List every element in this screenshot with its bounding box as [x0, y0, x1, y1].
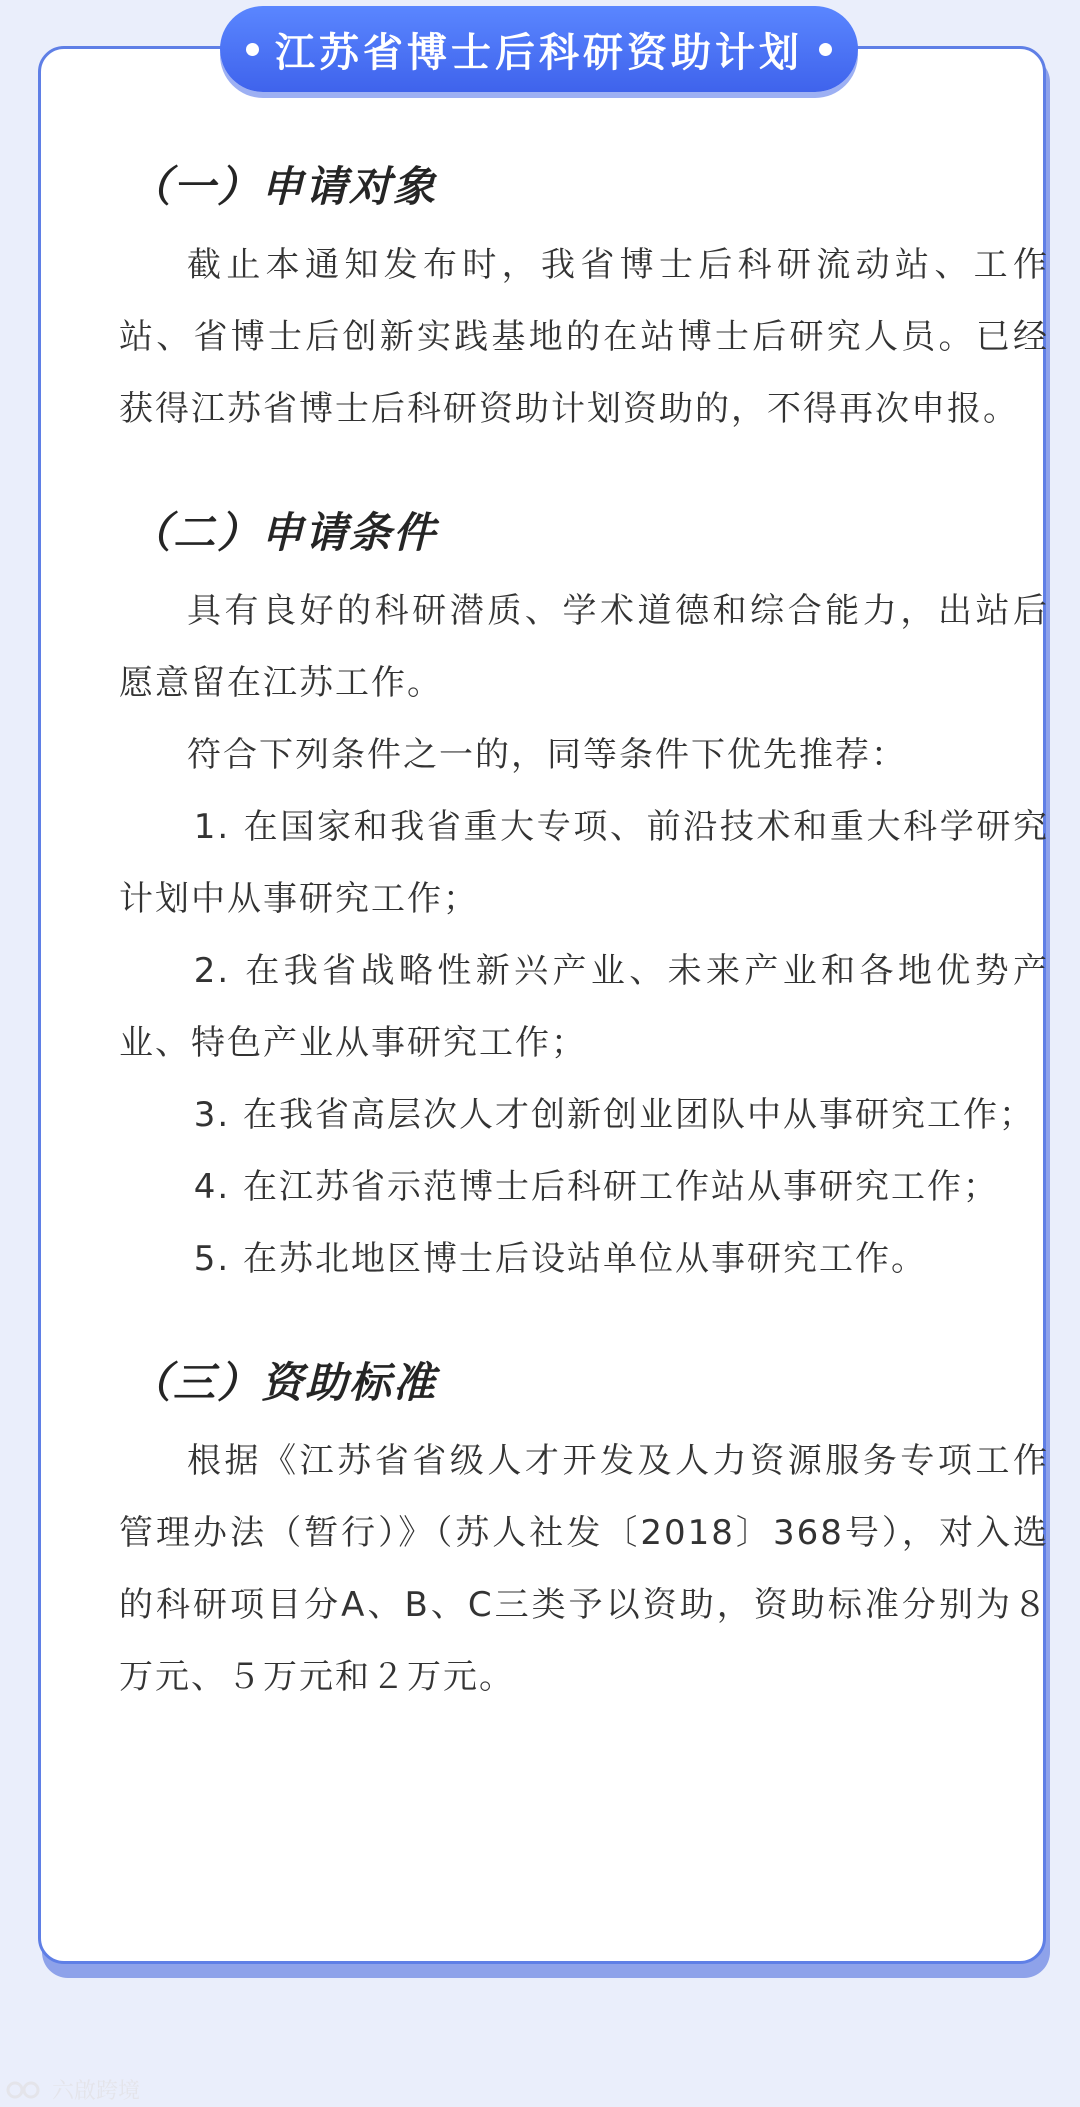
- condition-item: 4. 在江苏省示范博士后科研工作站从事研究工作；: [193, 1167, 1000, 1207]
- page-title: 江苏省博士后科研资助计划: [275, 29, 803, 76]
- section-funding-standard: [119, 1355, 1049, 1713]
- condition-item: 3. 在我省高层次人才创新创业团队中从事研究工作；: [193, 1095, 1036, 1135]
- watermark: [6, 2074, 140, 2105]
- section-heading: （一）申请对象: [129, 162, 438, 211]
- condition-item: 1. 在国家和我省重大专项、前沿技术和重大科学研究计划中从事研究工作；: [119, 807, 1049, 919]
- section-paragraph: 具有良好的科研潜质、学术道德和综合能力，出站后愿意留在江苏工作。: [119, 591, 1049, 703]
- section-paragraph: 截止本通知发布时，我省博士后科研流动站、工作站、省博士后创新实践基地的在站博士后研究人员。已经获得江苏省博士后科研资助计划资助的，不得再次申报。: [119, 245, 1049, 429]
- brand-logo-icon: [6, 2078, 44, 2102]
- bullet-dot-icon: [246, 43, 259, 56]
- section-heading: （三）资助标准: [129, 1358, 438, 1407]
- page-title-banner: [220, 6, 858, 92]
- condition-item: 5. 在苏北地区博士后设站单位从事研究工作。: [193, 1239, 928, 1279]
- section-paragraph: 符合下列条件之一的，同等条件下优先推荐：: [187, 735, 907, 775]
- section-heading: （二）申请条件: [129, 508, 438, 557]
- bullet-dot-icon: [819, 43, 832, 56]
- section-paragraph: 根据《江苏省省级人才开发及人力资源服务专项工作管理办法（暂行）》（苏人社发〔2018〕368号），对入选的科研项目分A、B、C三类予以资助，资助标准分别为８万元、５万元和２万元。: [119, 1441, 1049, 1697]
- watermark-text: 六啟跨境: [52, 2079, 141, 2104]
- section-applicants: [119, 159, 1049, 445]
- condition-item: 2. 在我省战略性新兴产业、未来产业和各地优势产业、特色产业从事研究工作；: [119, 951, 1049, 1063]
- content-body: [119, 159, 1049, 1773]
- content-card: [38, 46, 1049, 1964]
- section-conditions: [119, 505, 1049, 1295]
